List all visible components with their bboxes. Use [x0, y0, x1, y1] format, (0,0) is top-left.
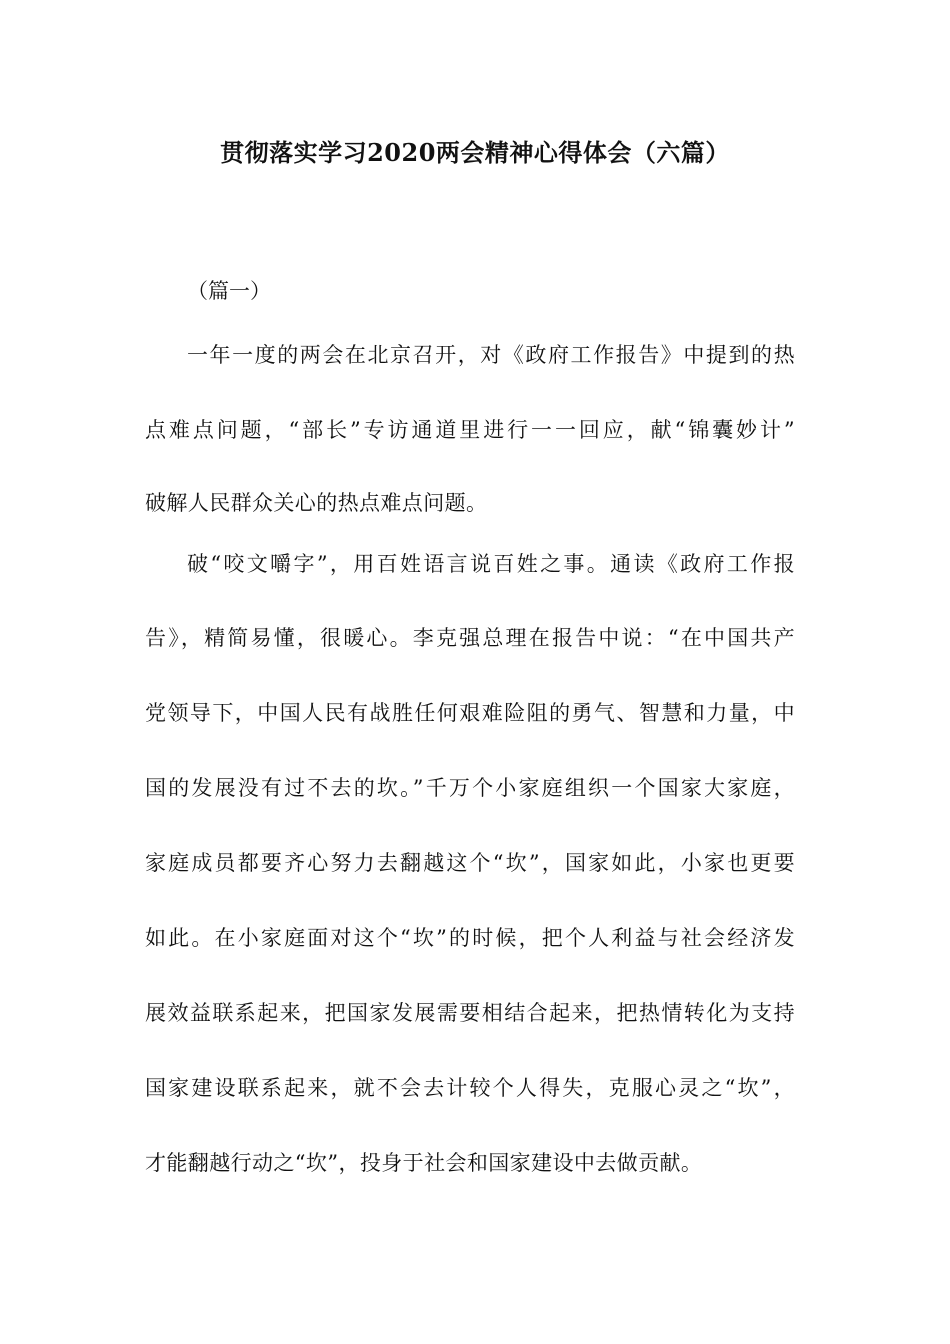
paragraph-2-line-1: 破“咬文嚼字”，用百姓语言说百姓之事。通读《政府工作报	[187, 552, 795, 576]
section-label: （篇一）	[187, 279, 271, 303]
paragraph-2-line-9: 才能翻越行动之“坎”，投身于社会和国家建设中去做贡献。	[145, 1151, 703, 1175]
paragraph-1-line-3: 破解人民群众关心的热点难点问题。	[145, 491, 488, 515]
paragraph-1-line-2: 点难点问题，“部长”专访通道里进行一一回应，献“锦囊妙计”	[145, 418, 795, 442]
document-title: 贯彻落实学习2020两会精神心得体会（六篇）	[220, 138, 730, 167]
paragraph-2-line-4: 国的发展没有过不去的坎。”千万个小家庭组织一个国家大家庭，	[145, 776, 795, 800]
paragraph-2-line-6: 如此。在小家庭面对这个“坎”的时候，把个人利益与社会经济发	[145, 926, 795, 950]
paragraph-1-line-1: 一年一度的两会在北京召开，对《政府工作报告》中提到的热	[187, 343, 795, 367]
paragraph-2-line-3: 党领导下，中国人民有战胜任何艰难险阻的勇气、智慧和力量，中	[145, 701, 795, 725]
paragraph-2-line-7: 展效益联系起来，把国家发展需要相结合起来，把热情转化为支持	[145, 1001, 795, 1025]
paragraph-2-line-5: 家庭成员都要齐心努力去翻越这个“坎”，国家如此，小家也更要	[145, 851, 795, 875]
paragraph-2-line-2: 告》，精简易懂，很暖心。李克强总理在报告中说：“在中国共产	[145, 626, 795, 650]
paragraph-2-line-8: 国家建设联系起来，就不会去计较个人得失，克服心灵之“坎”，	[145, 1076, 795, 1100]
